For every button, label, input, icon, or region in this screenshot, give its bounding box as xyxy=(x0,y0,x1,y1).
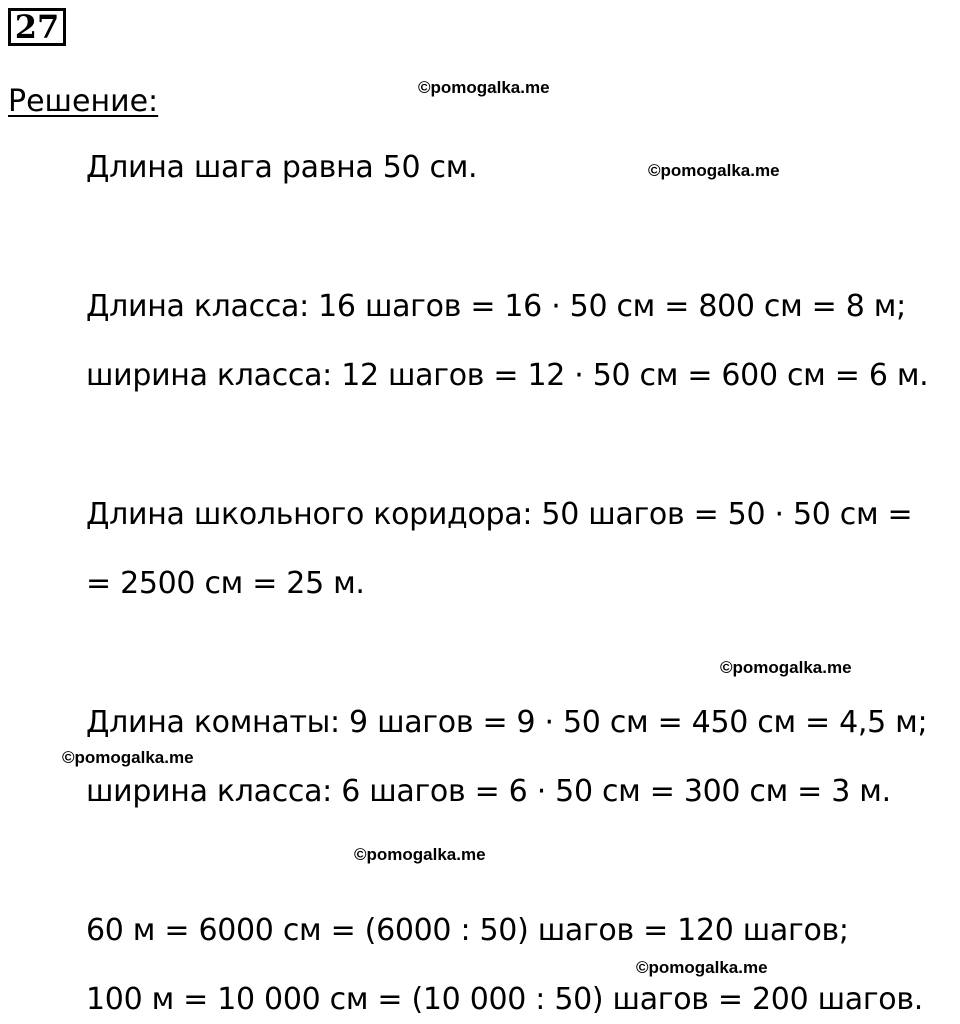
watermark: ©pomogalka.me xyxy=(720,658,852,677)
watermark: ©pomogalka.me xyxy=(354,845,486,864)
solution-line-class-length: Длина класса: 16 шагов = 16 · 50 см = 800 см = 8 м; xyxy=(86,289,906,324)
watermark: ©pomogalka.me xyxy=(636,958,768,977)
solution-line-room-width: ширина класса: 6 шагов = 6 · 50 см = 300 см = 3 м. xyxy=(86,774,891,809)
solution-line-corridor-length: Длина школьного коридора: 50 шагов = 50 · 50 см = xyxy=(86,497,913,532)
problem-number: 27 xyxy=(8,8,66,46)
solution-line-corridor-result: = 2500 см = 25 м. xyxy=(86,566,365,601)
solution-heading: Решение: xyxy=(8,84,159,119)
solution-line-class-width: ширина класса: 12 шагов = 12 · 50 см = 600 см = 6 м. xyxy=(86,358,929,393)
solution-line-step-length: Длина шага равна 50 см. xyxy=(86,150,478,185)
solution-line-room-length: Длина комнаты: 9 шагов = 9 · 50 см = 450 см = 4,5 м; xyxy=(86,705,928,740)
solution-line-60m: 60 м = 6000 см = (6000 : 50) шагов = 120 шагов; xyxy=(86,913,849,948)
watermark: ©pomogalka.me xyxy=(62,748,194,767)
watermark: ©pomogalka.me xyxy=(418,78,550,97)
watermark: ©pomogalka.me xyxy=(648,161,780,180)
solution-line-100m: 100 м = 10 000 см = (10 000 : 50) шагов = 200 шагов. xyxy=(86,982,923,1017)
